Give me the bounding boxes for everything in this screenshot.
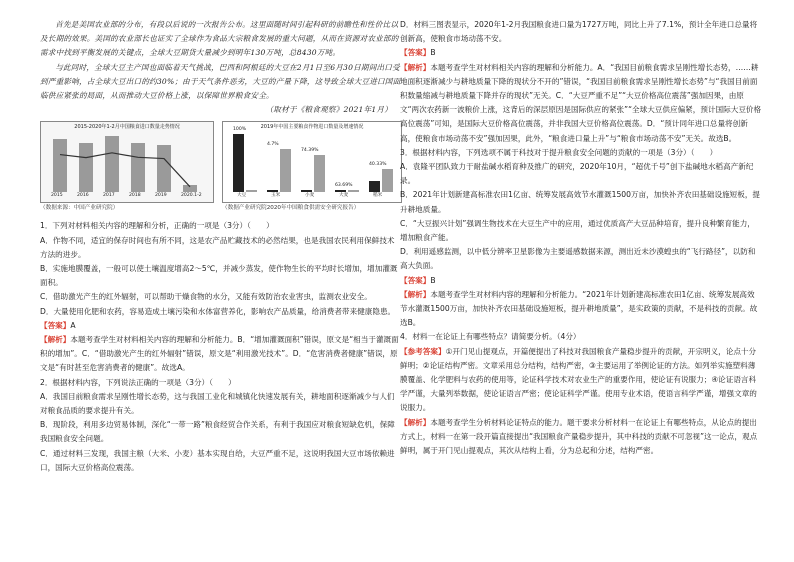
question-3-option-d: D．利用遥感监测，以中低分辨率卫星影像为主要遥感数据来源，测出近未沙漠蝗虫的“飞行路径”，以防和高大负面。 xyxy=(400,247,756,271)
question-1-option-c: C．借助激光产生的红外辐射，可以帮助干燥食物的水分，又能有效防治农业害虫，监测农业安全。 xyxy=(40,292,372,302)
answer-3: 【答案】B xyxy=(400,275,436,285)
question-3: 3．根据材料内容，下列选项不属于科技对于提升粮食安全问题的贡献的一项是（3分）（ ） xyxy=(400,147,718,157)
answer-1: 【答案】A xyxy=(40,320,76,330)
reference-answer-4: 【参考答案】①开门见山提观点，开篇便提出了科技对我国粮食产量稳步提升的贡献，开宗明义，论点十分鲜明；②论证结构严密。文章采用总分结构，结构严密，③主要运用了举例论证的方法。如列举实施塑料薄膜覆盖、化学肥料与农药的使用等，论证科学技术对农业生产的重要作用，使论证有说服力；④论证语言科学严谨，大量列举数据，使论证语言严密；使论证科学严谨。使用专业术语，使语言科学严谨，增强文章的说服力。 xyxy=(400,346,757,413)
chart2-tick-label: 大麦 xyxy=(339,193,349,199)
left-column xyxy=(40,18,402,475)
question-2-option-a: A．我国目前粮食需求呈刚性增长态势，这与我国工业化和城镇化快速发展有关，耕地面积逐渐减少与人们对粮食品质的要求提升有关。 xyxy=(40,391,395,416)
chart2-quantity-bar xyxy=(267,190,278,193)
chart1-tick-label: 2017 xyxy=(103,193,115,199)
right-column xyxy=(400,18,762,458)
chart2-growth-bar xyxy=(246,190,257,192)
question-1-option-a: A．作物不同，适宜的保存时间也有所不同，这是农产品贮藏技术的必然结果，也是我国农民利用保鲜技术方法的进步。 xyxy=(40,235,395,259)
question-3-option-c: C．“大豆振兴计划”强调生物技术在大豆生产中的应用，通过优质高产大豆品种培育，提升良种繁育能力，增加粮食产能。 xyxy=(400,218,755,243)
chart1-tick-label: 2016 xyxy=(77,193,89,199)
analysis-4: 【解析】本题考查学生分析材料论证特点的能力。题干要求分析材料一在论证上有哪些特点，从论点的提出方式上，材料一在第一段开篇直接提出“我国粮食产量稳步提升，其中科技的贡献不可忽视”这一论点，观点鲜明，属于开门见山提观点，其次从结构上看，分为总起和分述，结构严密。 xyxy=(400,417,758,456)
paragraph-1: 首先是美国农业部的分布，有段以后说的一次报告公布。这里面随时间引起科研的前瞻性和性价比以及长期的效果。美国的农业部长也证实了全球作为食品大宗粮食发展的重大问题，从而在资源对农业部的需求中找到平衡发展的关键点，全球大豆期货大量减少到明年130万吨，总8430万吨。 xyxy=(40,20,399,58)
chart1-tick-label: 2019 xyxy=(155,193,167,199)
chart1-title: 2015-2020年1-2月中国粮食进口数量走势情况 xyxy=(74,124,180,131)
chart2-growth-bar xyxy=(314,155,325,192)
chart2-growth-bar xyxy=(382,169,393,192)
analysis-1: 【解析】本题考查学生对材料相关内容的理解和分析能力。B．“增加灌溉面积”错误，原文是“相当于灌溉面积的增加”。C．“借助激光产生的红外辐射”错误，原文是“利用激光技术”。D．“危害消费者健康”错误，原文是“有时甚至危害消费者的健康”。故选A。 xyxy=(40,335,399,373)
chart1-tick-label: 2015 xyxy=(51,193,63,199)
chart2-quantity-bar xyxy=(369,181,380,193)
question-3-option-b: B．2021年计划新建高标准农田1亿亩、统筹发展高效节水灌溉1500万亩，加快补齐农田基础设施短板，提升耕地质量。 xyxy=(400,190,761,214)
analysis-3: 【解析】本题考查学生对材料内容的理解和分析能力。“2021年计划新建高标准农田1亿亩、统筹发展高效节水灌溉1500万亩，加快补齐农田基础设施短板，提升耕地质量”，是实政策的贡献，不是科技的贡献。故选B。 xyxy=(400,289,758,328)
chart1-trend-line xyxy=(41,122,213,202)
chart2-data-label: 100% xyxy=(233,127,247,133)
chart2-data-label: 74.39% xyxy=(301,148,319,154)
question-4: 4．材料一在论证上有哪些特点？请简要分析。（4分） xyxy=(400,332,581,342)
question-2-option-d: D．材料三图表显示，2020年1-2月我国粮食进口量为1727万吨，同比上升了7.1%，预计全年进口总量将创新高，使粮食市场动荡不安。 xyxy=(400,20,758,44)
chart2-title: 2019年中国主要粮食作物进口数量及增速情况 xyxy=(260,124,364,131)
chart2-data-label: 63.69% xyxy=(335,183,353,189)
chart2-growth-bar xyxy=(348,190,359,192)
chart2-data-label: 40.33% xyxy=(369,162,387,168)
chart2-tick-label: 小麦 xyxy=(305,193,315,199)
chart1-tick-label: 2018 xyxy=(129,193,141,199)
chart2-growth-bar xyxy=(280,149,291,192)
analysis-2: 【解析】本题考查学生对材料相关内容的理解和分析能力。A．“我国目前粮食需求呈刚性增长态势，……耕地面积逐渐减少与耕地质量下降的现状分不开的”错误，“我国目前粮食需求呈刚性增长态势”与“我国目前面积数量缩减与耕地质量下降并存的现状”无关。C．“大豆严重不足”“大豆价格高位震荡”强加因果，由原文“两次农药新一波粮价上涨，这背后的深层原因是国际供应的紧张”“全球大豆供应偏紧，预计国际大豆价格高位震荡”可知，是国际大豆价格高位震荡，并非我国大豆价格高位震荡。D．“预计同年进口总量将创新高，使粮食市场动荡不安”强加因果，此外，“粮食进口量上升”与“粮食市场动荡不安”无关。故选B。 xyxy=(400,62,762,143)
question-2-option-b: B．现阶段，利用多边贸易体制，深化“一带一路”粮食经贸合作关系，有利于我国应对粮食短缺危机，保障我国粮食安全问题。 xyxy=(40,420,395,444)
chart2-quantity-bar xyxy=(301,190,312,193)
chart2-quantity-bar xyxy=(233,134,244,192)
chart-figures xyxy=(40,121,402,217)
question-1: 1．下列对材料相关内容的理解和分析，正确的一项是（3分）（ ） xyxy=(40,221,274,231)
question-1-option-b: B．实施地膜覆盖，一般可以使土壤温度增高2～5℃，并减少蒸发，使作物生长的平均时长增加，增加灌溉面积。 xyxy=(40,264,398,288)
answer-2: 【答案】B xyxy=(400,48,436,58)
question-1-option-d: D．大量使用化肥和农药，容易造成土壤污染和水体富营养化，影响农产品质量，给消费者带来健康隐患。 xyxy=(40,306,396,316)
source-citation: （取材于《粮食观察》2021年1月） xyxy=(265,105,392,115)
grain-import-growth-chart xyxy=(222,121,402,203)
chart2-caption: （数据产业研究院2020年中国粮食供需安全研究报告） xyxy=(222,205,360,212)
question-2: 2．根据材料内容，下列说法正确的一项是（3分）（ ） xyxy=(40,377,236,387)
question-2-option-c: C．通过材料三发现，我国主粮（大米、小麦）基本实现自给，大豆严重不足，这说明我国大豆市场依赖进口，国际大豆价格高位震荡。 xyxy=(40,448,395,472)
chart1-tick-label: 2020.1-2 xyxy=(181,193,202,199)
chart2-tick-label: 大豆 xyxy=(237,193,247,199)
chart2-tick-label: 稻米 xyxy=(373,193,383,199)
chart1-caption: （数据来源：中国产业研究院） xyxy=(40,205,119,212)
chart2-tick-label: 玉米 xyxy=(271,193,281,199)
paragraph-2: 与此同时，全球大豆主产国也面临着天气挑战，巴西和阿根廷的大豆在2月1日至6月30日期间出口受到严重影响，占全球大豆出口的约30%；由于天气条件恶劣，大豆的产量下降，这导致全球大豆进口国面临供应紧张的局面，从而推动大豆价格上涨，以保障世界粮食安全。 xyxy=(40,62,401,101)
chart2-data-label: 4.7% xyxy=(267,142,279,148)
question-3-option-a: A．袁隆平团队致力于耐盐碱水稻育种及推广的研究，2020年10月，“超优千号”创下盐碱地水稻高产新纪录。 xyxy=(400,162,754,186)
import-trend-chart xyxy=(40,121,214,203)
